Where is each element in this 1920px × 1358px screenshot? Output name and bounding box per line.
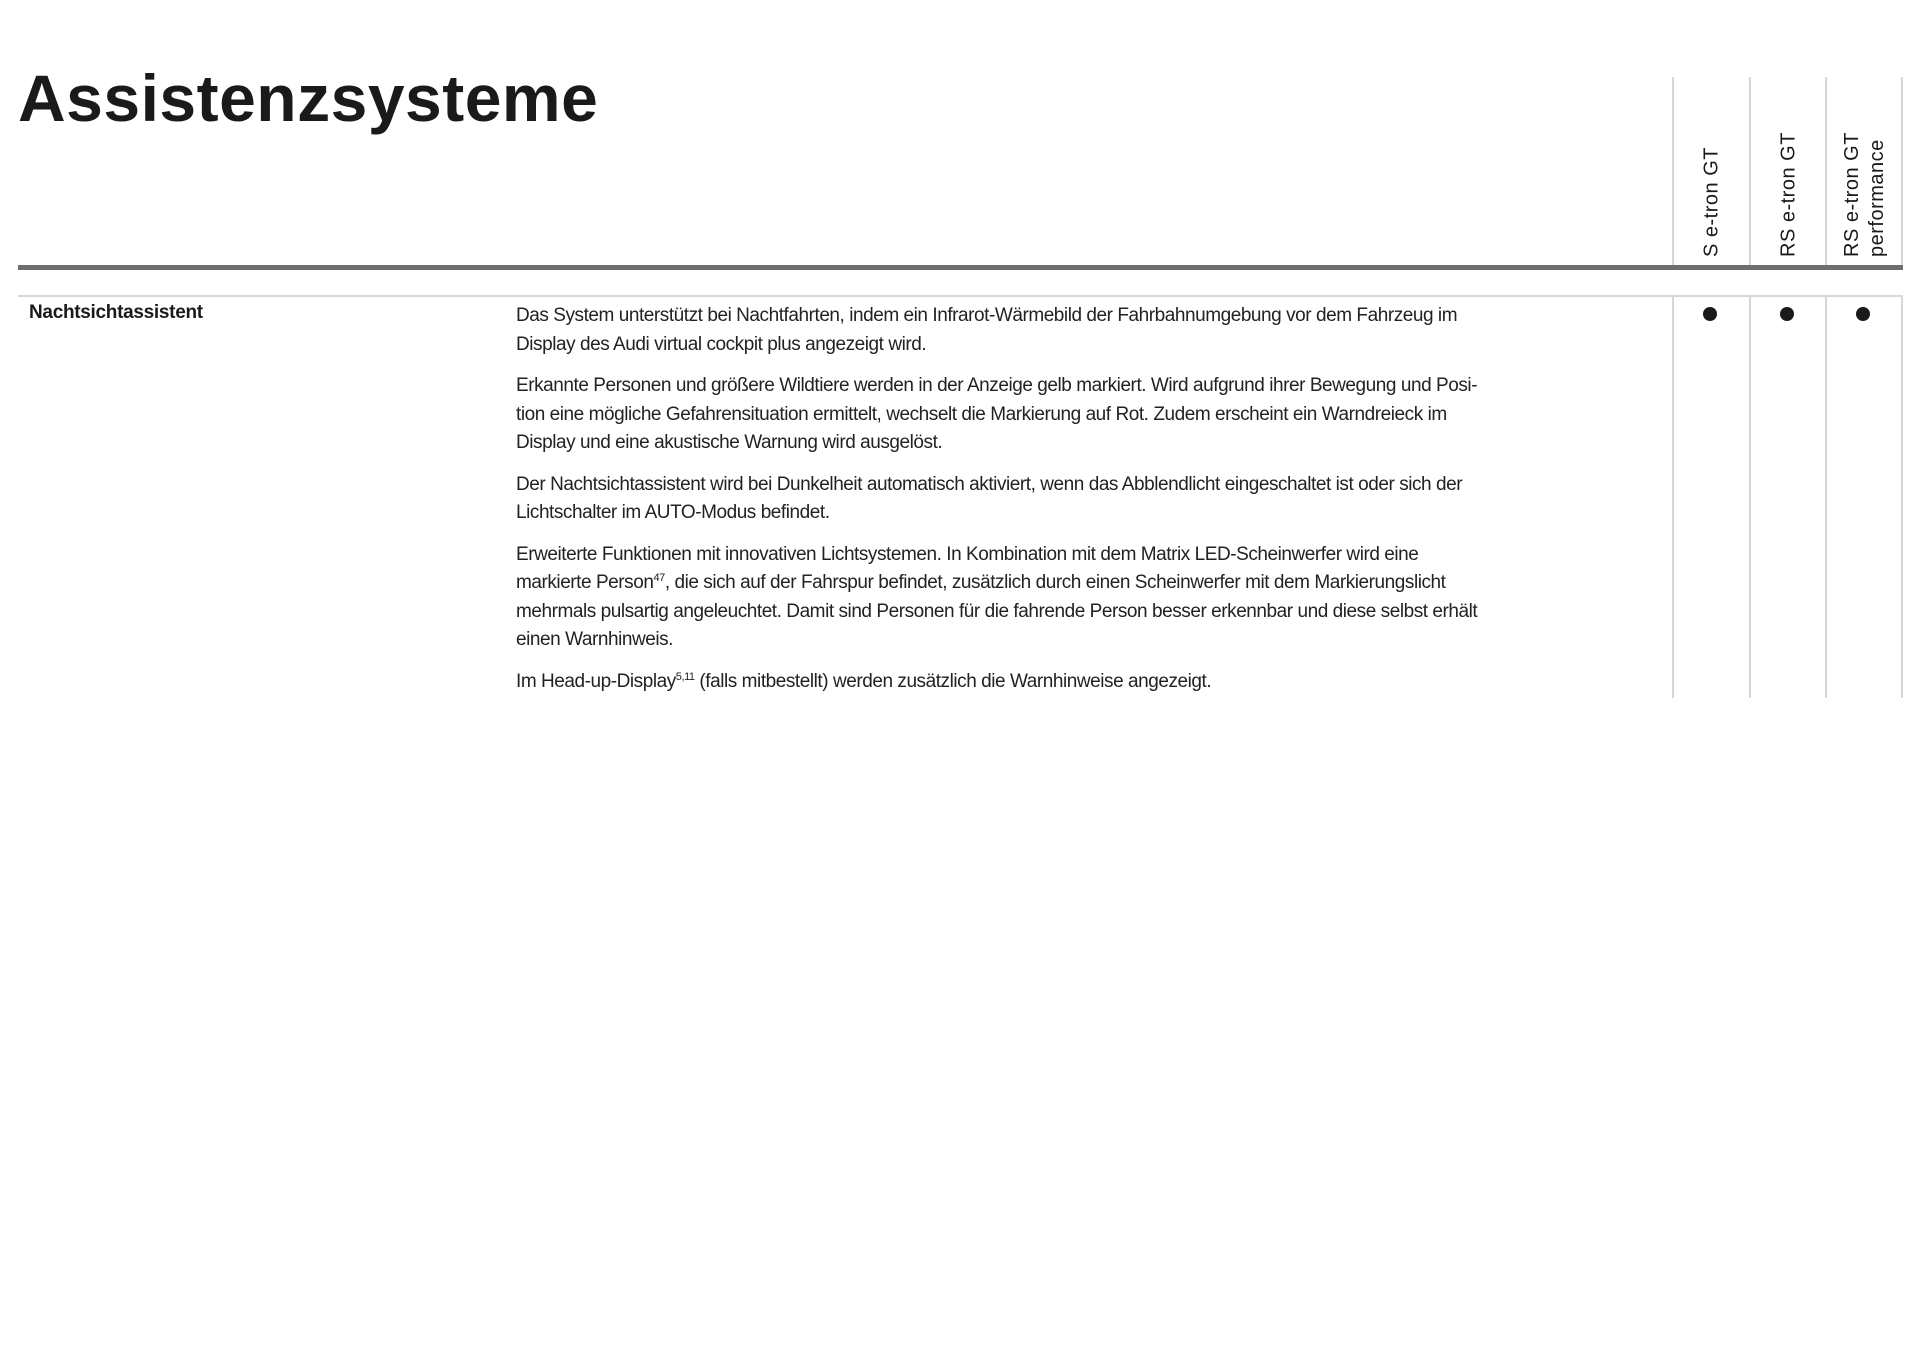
description-line: einen Warnhinweis.	[516, 629, 673, 650]
column-divider	[1825, 77, 1827, 267]
description-line: Lichtschalter im AUTO-Modus befindet.	[516, 502, 830, 523]
page-title: Assistenzsysteme	[18, 61, 599, 135]
column-divider	[1901, 297, 1903, 698]
description-line: Erweiterte Funktionen mit innovativen Lichtsystemen. In Kombination mit dem Matrix LED-Scheinwerfer wird eine	[516, 543, 1419, 565]
column-header-s-etron-gt: S e-tron GT	[1700, 147, 1723, 257]
description-line: Das System unterstützt bei Nachtfahrten, indem ein Infrarot-Wärmebild der Fahrbahnumgebung vor dem Fahrzeug im	[516, 305, 1458, 326]
column-divider	[1901, 77, 1903, 267]
column-header-rs-etron-gt: RS e-tron GT	[1777, 132, 1800, 257]
description-line: Erkannte Personen und größere Wildtiere werden in der Anzeige gelb markiert. Wird aufgrund ihrer Bewegung und Posi-	[516, 375, 1478, 396]
text-segment: markierte Person	[516, 572, 654, 593]
standard-equipment-dot-icon	[1703, 307, 1717, 321]
column-header-line: RS e-tron GT	[1841, 132, 1863, 257]
footnote-reference: 47	[653, 572, 665, 584]
description-line: Display des Audi virtual cockpit plus angezeigt wird.	[516, 333, 927, 355]
standard-equipment-dot-icon	[1780, 307, 1794, 321]
column-header-rs-etron-gt-performance	[1827, 77, 1903, 257]
footnote-reference: 5,11	[675, 670, 695, 683]
text-segment: , die sich auf der Fahrspur befindet, zusätzlich durch einen Scheinwerfer mit dem Markierungslicht	[664, 572, 1446, 593]
column-divider	[1672, 297, 1674, 698]
description-paragraph	[516, 302, 1656, 359]
column-divider	[1749, 297, 1751, 698]
description-line: mehrmals pulsartig angeleuchtet. Damit sind Personen für die fahrende Person besser erkennbar und diese selbst erhält	[516, 600, 1478, 622]
description-paragraph	[516, 372, 1656, 458]
feature-label: Nachtsichtassistent	[29, 302, 203, 323]
column-header-line: performance	[1866, 139, 1888, 257]
text-segment: (falls mitbestellt) werden zusätzlich die Warnhinweise angezeigt.	[694, 670, 1212, 692]
column-divider	[1749, 77, 1751, 267]
text-segment: Im Head-up-Display	[516, 670, 676, 692]
description-line	[516, 569, 1656, 598]
standard-equipment-dot-icon	[1856, 307, 1870, 321]
description-line	[516, 668, 1656, 697]
description-paragraph	[516, 541, 1656, 655]
row-divider	[18, 295, 1903, 297]
description-paragraph	[516, 471, 1656, 528]
feature-description	[516, 302, 1656, 709]
description-line: Der Nachtsichtassistent wird bei Dunkelheit automatisch aktiviert, wenn das Abblendlicht eingeschaltet ist oder sich der	[516, 473, 1463, 495]
description-paragraph	[516, 668, 1656, 697]
description-line: Display und eine akustische Warnung wird ausgelöst.	[516, 432, 943, 453]
header-divider	[18, 265, 1903, 270]
column-divider	[1825, 297, 1827, 698]
column-divider	[1672, 77, 1674, 267]
description-line: tion eine mögliche Gefahrensituation ermittelt, wechselt die Markierung auf Rot. Zudem erscheint ein Warndreieck im	[516, 403, 1447, 425]
